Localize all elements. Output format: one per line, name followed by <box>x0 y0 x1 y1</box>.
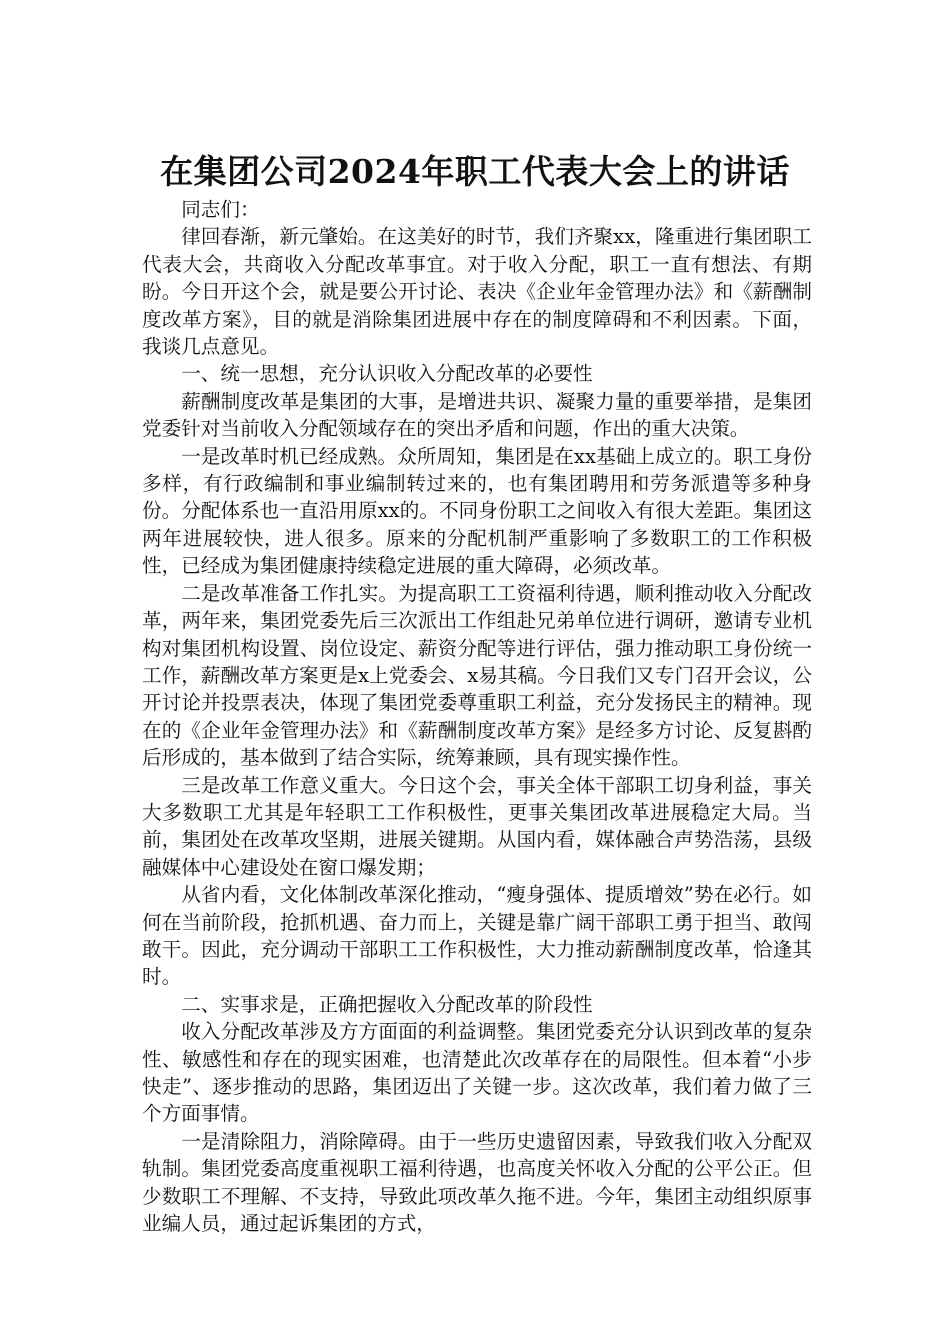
document-title: 在集团公司2024年职工代表大会上的讲话 <box>160 152 790 192</box>
document-body <box>142 196 812 1237</box>
body-paragraph: 二是改革准备工作扎实。为提高职工工资福利待遇，顺利推动收入分配改革，两年来，集团党委先后三次派出工作组赴兄弟单位进行调研，邀请专业机构对集团机构设置、岗位设定、薪资分配等进行评估，强力推动职工身份统一工作，薪酬改革方案更是x上党委会、x易其稿。今日我们又专门召开会议，公开讨论并投票表决，体现了集团党委尊重职工利益，充分发扬民主的精神。现在的《企业年金管理办法》和《薪酬制度改革方案》是经多方讨论、反复斟酌后形成的，基本做到了结合实际，统筹兼顾，具有现实操作性。 <box>142 581 812 770</box>
body-paragraph: 一是清除阻力，消除障碍。由于一些历史遗留因素，导致我们收入分配双轨制。集团党委高度重视职工福利待遇，也高度关怀收入分配的公平公正。但少数职工不理解、不支持，导致此项改革久拖不进。今年，集团主动组织原事业编人员，通过起诉集团的方式， <box>142 1129 812 1236</box>
opening-paragraph: 律回春渐，新元肇始。在这美好的时节，我们齐聚xx，隆重进行集团职工代表大会，共商收入分配改革事宜。对于收入分配，职工一直有想法、有期盼。今日开这个会，就是要公开讨论、表决《企业年金管理办法》和《薪酬制度改革方案》，目的就是消除集团进展中存在的制度障碍和不利因素。下面，我谈几点意见。 <box>142 225 812 359</box>
body-paragraph: 从省内看，文化体制改革深化推动，“瘦身强体、提质增效”势在必行。如何在当前阶段，抢抓机遇、奋力而上，关键是靠广阔干部职工勇于担当、敢闯敢干。因此，充分调动干部职工工作积极性，大力推动薪酬制度改革，恰逢其时。 <box>142 883 812 989</box>
salutation: 同志们： <box>181 198 260 221</box>
body-paragraph: 三是改革工作意义重大。今日这个会，事关全体干部职工切身利益，事关大多数职工尤其是年轻职工工作积极性，更事关集团改革进展稳定大局。当前，集团处在改革攻坚期，进展关键期。从国内看，媒体融合声势浩荡，县级融媒体中心建设处在窗口爆发期； <box>142 773 812 879</box>
section-heading-1: 一、统一思想，充分认识收入分配改革的必要性 <box>181 362 593 386</box>
body-paragraph: 一是改革时机已经成熟。众所周知，集团是在xx基础上成立的。职工身份多样，有行政编制和事业编制转过来的，也有集团聘用和劳务派遣等多种身份。分配体系也一直沿用原xx的。不同身份职工之间收入有很大差距。集团这两年进展较快，进人很多。原来的分配机制严重影响了多数职工的工作积极性，已经成为集团健康持续稳定进展的重大障碍，必须改革。 <box>142 444 812 578</box>
body-paragraph: 收入分配改革涉及方方面面的利益调整。集团党委充分认识到改革的复杂性、敏感性和存在的现实困难，也清楚此次改革存在的局限性。但本着“小步快走”、逐步推动的思路，集团迈出了关键一步。这次改革，我们着力做了三个方面事情。 <box>142 1020 812 1126</box>
body-paragraph: 薪酬制度改革是集团的大事，是增进共识、凝聚力量的重要举措，是集团党委针对当前收入分配领域存在的突出矛盾和问题，作出的重大决策。 <box>142 389 812 441</box>
section-heading-2: 二、实事求是，正确把握收入分配改革的阶段性 <box>181 992 593 1016</box>
